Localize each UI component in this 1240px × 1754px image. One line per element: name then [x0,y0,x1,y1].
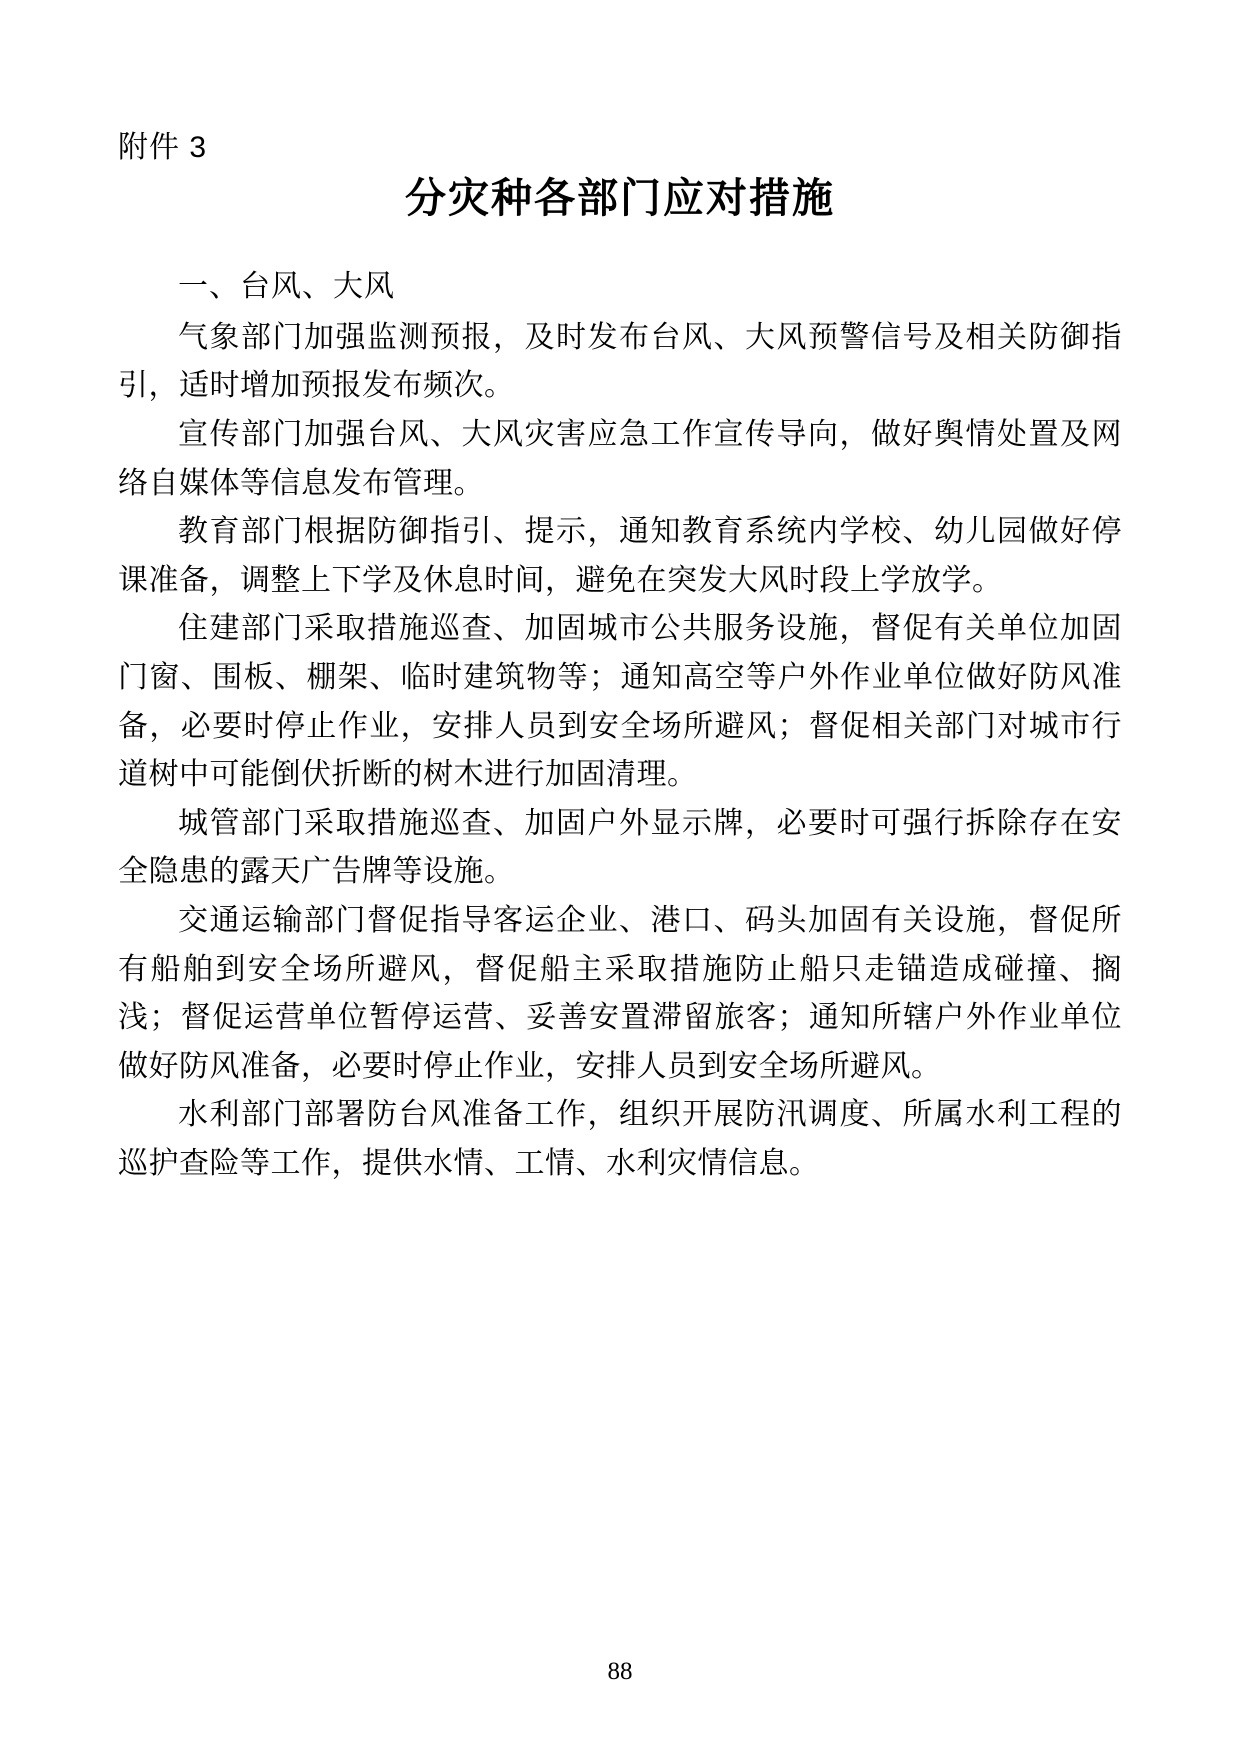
page-number: 88 [607,1658,633,1685]
body-paragraph: 气象部门加强监测预报，及时发布台风、大风预警信号及相关防御指引，适时增加预报发布频次。 [118,320,1122,403]
body-paragraph: 交通运输部门督促指导客运企业、港口、码头加固有关设施，督促所有船舶到安全场所避风，督促船主采取措施防止船只走锚造成碰撞、搁浅；督促运营单位暂停运营、妥善安置滞留旅客；通知所辖户外作业单位做好防风准备，必要时停止作业，安排人员到安全场所避风。 [118,904,1122,1083]
page-title: 分灾种各部门应对措施 [405,175,835,221]
body-paragraph: 住建部门采取措施巡查、加固城市公共服务设施，督促有关单位加固门窗、围板、棚架、临时建筑物等；通知高空等户外作业单位做好防风准备，必要时停止作业，安排人员到安全场所避风；督促相关部门对城市行道树中可能倒伏折断的树木进行加固清理。 [118,612,1122,792]
body-paragraph: 城管部门采取措施巡查、加固户外显示牌，必要时可强行拆除存在安全隐患的露天广告牌等设施。 [118,806,1122,889]
attachment-label: 附件 3 [118,131,208,164]
body-paragraph: 教育部门根据防御指引、提示，通知教育系统内学校、幼儿园做好停课准备，调整上下学及休息时间，避免在突发大风时段上学放学。 [118,515,1122,597]
section-heading: 一、台风、大风 [178,270,395,304]
body-paragraph: 水利部门部署防台风准备工作，组织开展防汛调度、所属水利工程的巡护查险等工作，提供水情、工情、水利灾情信息。 [118,1098,1122,1180]
body-paragraph: 宣传部门加强台风、大风灾害应急工作宣传导向，做好舆情处置及网络自媒体等信息发布管理。 [118,418,1122,500]
